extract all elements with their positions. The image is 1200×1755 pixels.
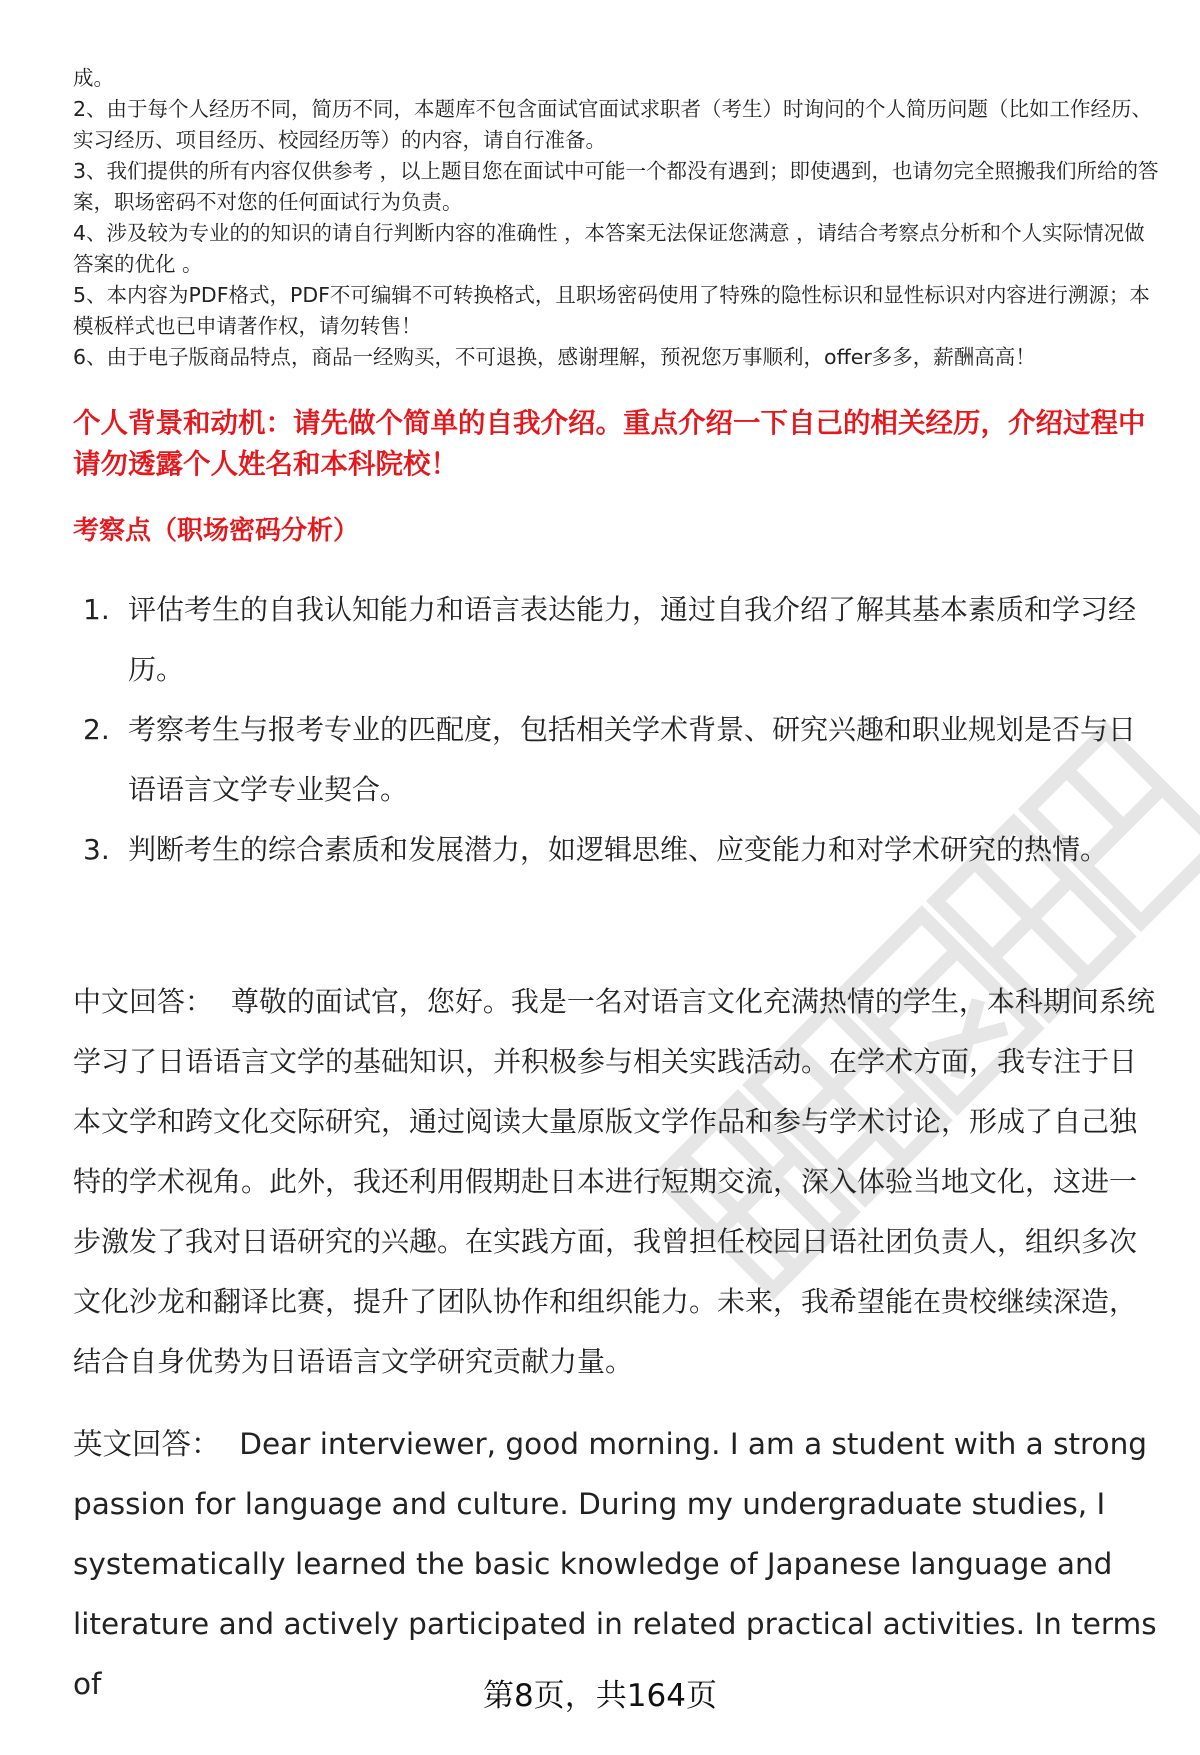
english-answer [73,1414,1163,1714]
analysis-title: 考察点（职场密码分析） [73,516,360,546]
list-text: 判断考生的综合素质和发展潜力，如逻辑思维、应变能力和对学术研究的热情。 [128,833,1109,866]
english-answer-text: Dear interviewer, good morning. I am a student with a strong passion for language and culture. During my undergraduate studies, I systematically learned the basic knowledge of Japanese language and literature and actively participated in related practical activities. In terms of [73,1427,1157,1701]
notice-item: 2、由于每个人经历不同，简历不同，本题库不包含面试官面试求职者（考生）时询问的个人简历问题（比如工作经历、实习经历、项目经历、校园经历等）的内容，请自行准备。 [73,97,1153,152]
notice-item: 6、由于电子版商品特点，商品一经购买，不可退换，感谢理解，预祝您万事顺利，offer多多，薪酬高高！ [73,345,1036,369]
english-answer-label: 英文回答： [73,1427,221,1461]
notice-item: 3、我们提供的所有内容仅供参考 ，以上题目您在面试中可能一个都没有遇到；即使遇到，也请勿完全照搬我们所给的答案，职场密码不对您的任何面试行为负责。 [73,159,1159,214]
list-item [73,700,1153,820]
page-number: 第8页，共164页 [483,1678,717,1714]
list-number: 2. [83,713,110,746]
question-heading: 个人背景和动机：请先做个简单的自我介绍。重点介绍一下自己的相关经历，介绍过程中请勿透露个人姓名和本科院校！ [73,407,1146,480]
analysis-points [73,580,1153,880]
list-item [73,820,1153,880]
list-text: 评估考生的自我认知能力和语言表达能力，通过自我介绍了解其基本素质和学习经历。 [128,593,1137,686]
list-text: 考察考生与报考专业的匹配度，包括相关学术背景、研究兴趣和职业规划是否与日语语言文学专业契合。 [128,713,1137,806]
list-item [73,580,1153,700]
chinese-answer-label: 中文回答： [73,985,214,1018]
list-number: 3. [83,833,110,866]
notice-list [73,63,1163,373]
list-number: 1. [83,593,110,626]
notice-item: 5、本内容为PDF格式，PDF不可编辑不可转换格式，且职场密码使用了特殊的隐性标识和显性标识对内容进行溯源；本模板样式也已申请著作权，请勿转售！ [73,283,1150,338]
chinese-answer [73,972,1163,1392]
notice-item: 成。 [73,66,114,90]
chinese-answer-text: 尊敬的面试官，您好。我是一名对语言文化充满热情的学生，本科期间系统学习了日语语言文学的基础知识，并积极参与相关实践活动。在学术方面，我专注于日本文学和跨文化交际研究，通过阅读大量原版文学作品和参与学术讨论，形成了自己独特的学术视角。此外，我还利用假期赴日本进行短期交流，深入体验当地文化，这进一步激发了我对日语研究的兴趣。在实践方面，我曾担任校园日语社团负责人，组织多次文化沙龙和翻译比赛，提升了团队协作和组织能力。未来，我希望能在贵校继续深造，结合自身优势为日语语言文学研究贡献力量。 [73,985,1155,1378]
notice-item: 4、涉及较为专业的的知识的请自行判断内容的准确性 ，本答案无法保证您满意 ，请结合考察点分析和个人实际情况做答案的优化 。 [73,221,1145,276]
